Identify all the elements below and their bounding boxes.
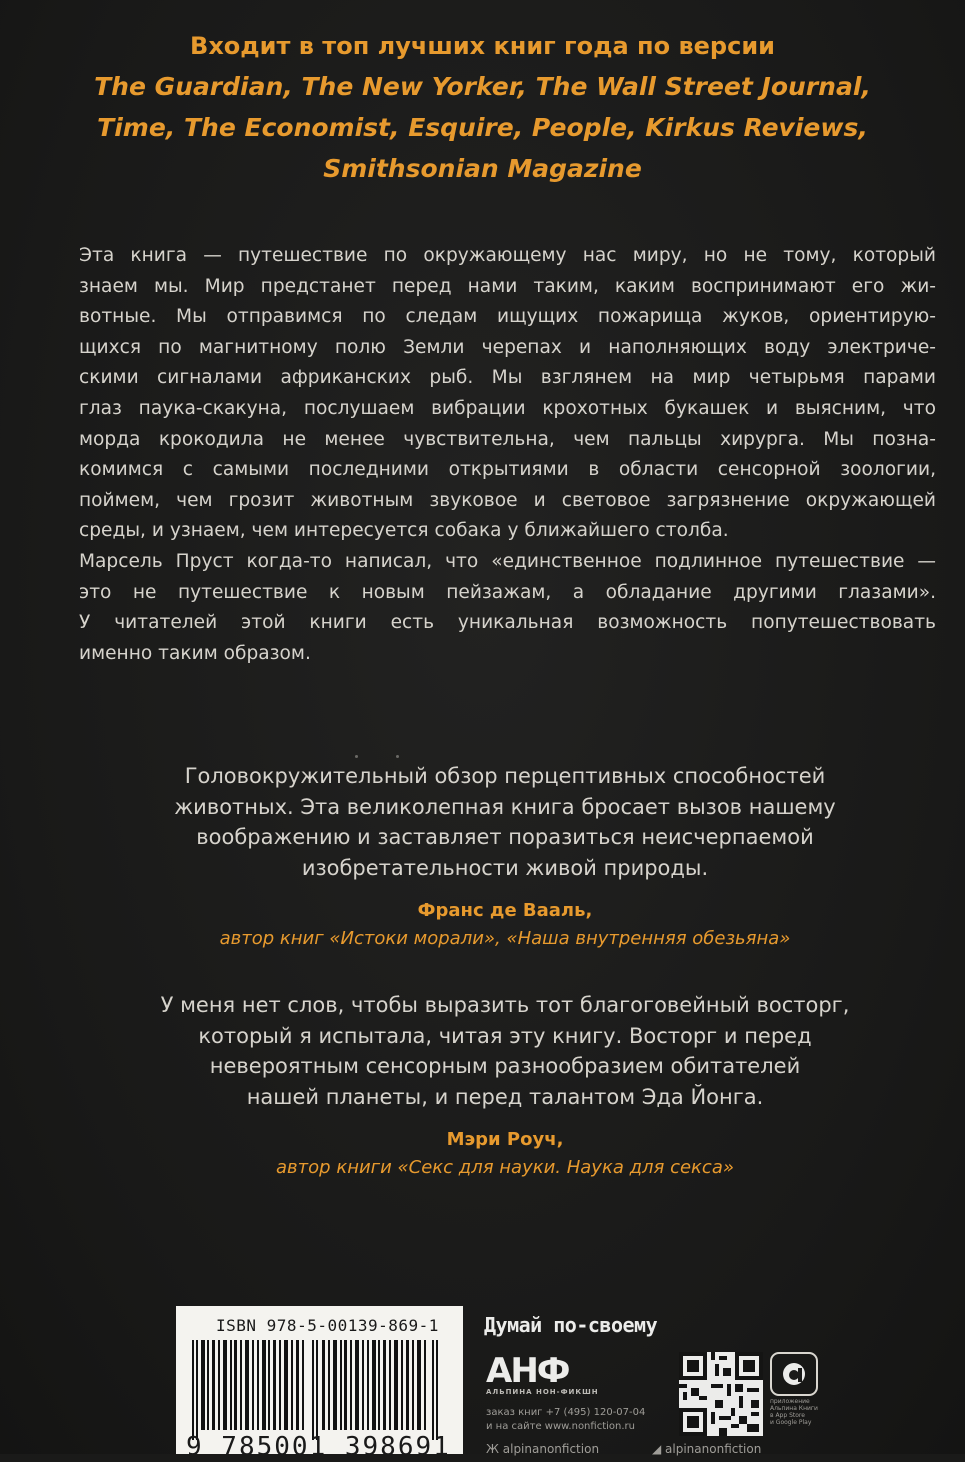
qr-code-icon [679, 1352, 763, 1436]
rankings-list-line: Smithsonian Magazine [323, 154, 642, 183]
app-store-info [770, 1398, 818, 1426]
app-name: Альпина Книги [770, 1405, 818, 1412]
decorative-dots [355, 743, 437, 762]
description-line: знаем мы. Мир предстанет перед нами таким, каким воспринимают его жи- [79, 275, 936, 297]
description-line: комимся с самыми последними открытиями в области сенсорной зоологии, [79, 459, 936, 481]
telegram-icon: ◢ [652, 1442, 666, 1456]
rankings-list-line: The Guardian, The New Yorker, The Wall Street Journal, [94, 72, 871, 101]
description-line: Эта книга — путешествие по окружающему нас миру, но не тому, который [79, 245, 936, 266]
description-line: вотные. Мы отправимся по следам ищущих пожарища жуков, ориентирую- [79, 306, 936, 328]
rankings-header [60, 26, 905, 189]
description-line: Марсель Пруст когда-то написал, что «единственное подлинное путешествие — [79, 550, 936, 572]
ean-number: 9 785001 398691 [186, 1432, 451, 1462]
order-info [486, 1406, 645, 1434]
app-icon[interactable] [770, 1352, 818, 1396]
quote-line: У меня нет слов, чтобы выразить тот благоговейный восторг, [160, 993, 850, 1017]
blurb-quote-1 [100, 761, 910, 883]
quote-line: невероятным сенсорным разнообразием обитателей [209, 1054, 801, 1078]
quote-line: воображению и заставляет поразиться неисчерпаемой [196, 825, 814, 849]
rankings-intro: Входит в топ лучших книг года по версии [190, 32, 775, 60]
blurb-quote-2 [100, 990, 910, 1112]
quote-1-attribution [100, 897, 910, 953]
vk-handle: alpinanonfiction [502, 1442, 600, 1456]
app-label: приложение [770, 1398, 810, 1405]
quote-author: Мэри Роуч, [446, 1129, 564, 1150]
quote-line: Головокружительный обзор перцептивных способностей [184, 764, 826, 788]
description-line: среды, и узнаем, чем интересуется собака у ближайшего столба. [79, 520, 729, 542]
isbn-number: ISBN 978-5-00139-869-1 [216, 1316, 439, 1335]
quote-author: Франс де Вааль, [417, 900, 593, 921]
quote-author-credit: автор книги «Секс для науки. Наука для секса» [276, 1157, 734, 1178]
order-phone: заказ книг +7 (495) 120-07-04 [486, 1407, 646, 1418]
description-line: скими сигналами африканских рыб. Мы взглянем на мир четырьмя парами [79, 367, 936, 389]
description-line: морда крокодила не менее чувствительна, чем пальцы хирурга. Мы позна- [79, 428, 936, 450]
description-line: У читателей этой книги есть уникальная возможность попутешествовать [79, 612, 936, 634]
book-description [79, 241, 936, 669]
quote-line: который я испытала, читая эту книгу. Восторг и перед [198, 1023, 812, 1048]
app-store-label: в App Store [770, 1412, 805, 1419]
alpina-app-icon [772, 1354, 816, 1394]
description-line: именно таким образом. [79, 642, 311, 664]
rankings-list-line: Time, The Economist, Esquire, People, Kirkus Reviews, [97, 113, 868, 142]
quote-line: нашей планеты, и перед талантом Эда Йонга. [246, 1084, 764, 1109]
description-line: глаз паука-скакуна, послушаем вибрации крохотных букашек и выясним, что [79, 397, 936, 419]
vk-icon: Ж [486, 1442, 503, 1456]
publisher-logo [486, 1352, 594, 1386]
telegram-handle: alpinanonfiction [665, 1442, 762, 1456]
svg-text:АНФ: АНФ [486, 1352, 569, 1386]
description-line: это не путешествие к новым пейзажам, а обладание другими глазами». [79, 581, 936, 603]
description-line: щихся по магнитному полю Земли черепах и наполняющих воду электриче- [79, 336, 936, 358]
quote-line: животных. Эта великолепная книга бросает вызов нашему [174, 794, 836, 819]
barcode-icon [192, 1340, 442, 1440]
description-line: поймем, чем грозит животным звуковое и световое загрязнение окружающей [79, 489, 936, 511]
publisher-tagline: Думай по-своему [484, 1313, 658, 1337]
quote-author-credit: автор книг «Истоки морали», «Наша внутренняя обезьяна» [219, 928, 791, 949]
quote-line: изобретательности живой природы. [301, 855, 709, 880]
publisher-name: АЛЬПИНА НОН-ФИКШН [486, 1388, 599, 1396]
quote-2-attribution [100, 1126, 910, 1182]
google-play-label: и Google Play [770, 1419, 812, 1426]
order-website: и на сайте www.nonfiction.ru [486, 1421, 635, 1432]
